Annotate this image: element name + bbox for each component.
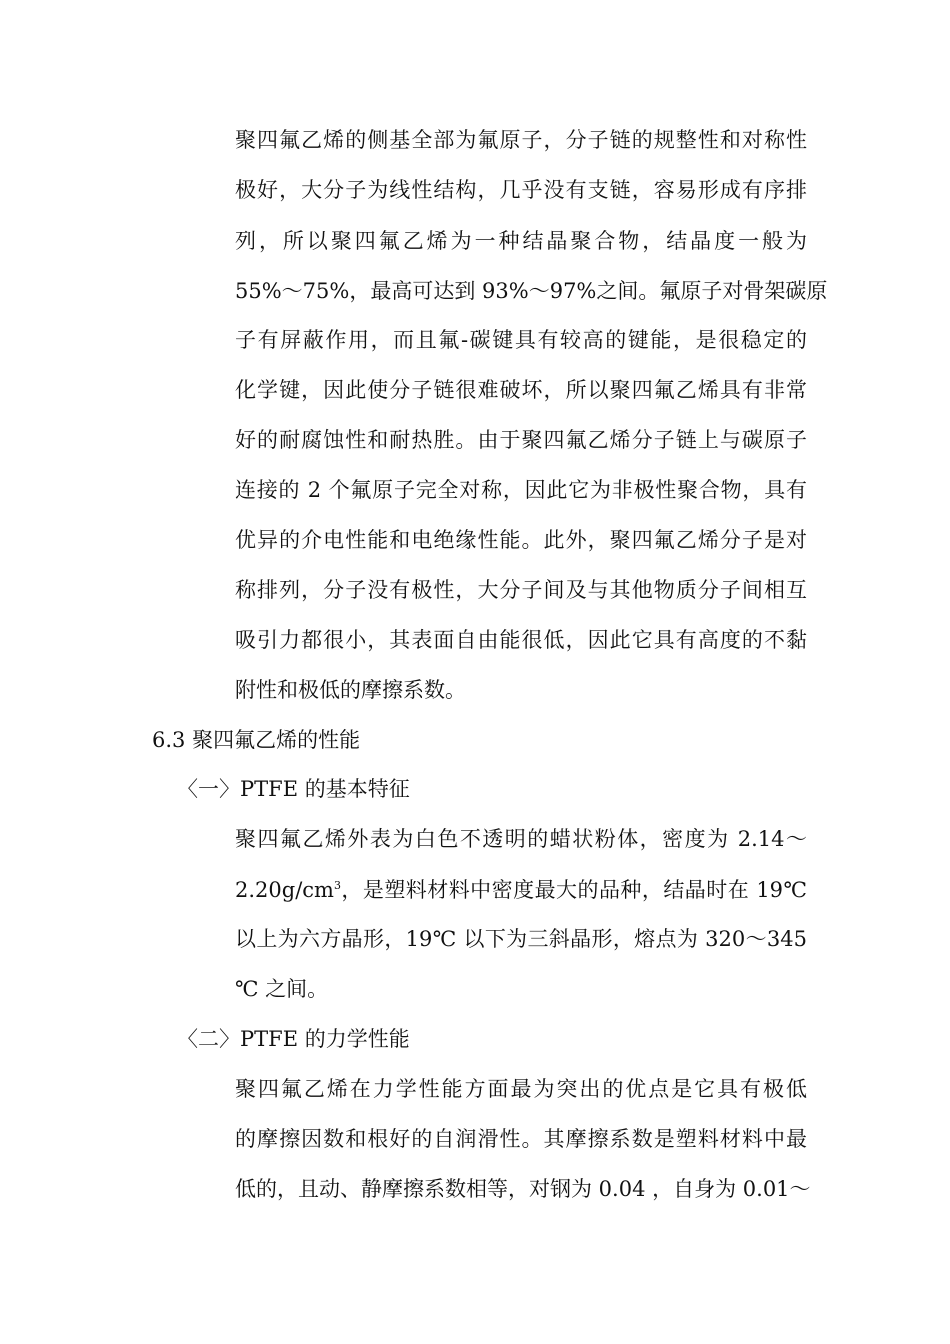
- paragraph-line: 聚四氟乙烯外表为白色不透明的蜡状粉体，密度为 2.14～: [235, 827, 807, 851]
- superscript-exponent: 3: [333, 879, 341, 892]
- paragraph-line: 低的，且动、静摩擦系数相等，对钢为 0.04 ，自身为 0.01～: [235, 1177, 811, 1201]
- paragraph-line: [235, 877, 807, 903]
- paragraph-line: 极好，大分子为线性结构，几乎没有支链，容易形成有序排: [235, 178, 807, 202]
- paragraph-line: 连接的 2 个氟原子完全对称，因此它为非极性聚合物，具有: [235, 478, 807, 502]
- paragraph-line: 称排列，分子没有极性，大分子间及与其他物质分子间相互: [235, 578, 807, 602]
- paragraph-line: 好的耐腐蚀性和耐热胜。由于聚四氟乙烯分子链上与碳原子: [235, 428, 807, 452]
- paragraph-line: 子有屏蔽作用，而且氟-碳键具有较高的键能，是很稳定的: [235, 328, 807, 352]
- subsection-heading: 〈一〉PTFE 的基本特征: [177, 777, 410, 801]
- subsection-heading: 〈二〉PTFE 的力学性能: [177, 1027, 410, 1051]
- paragraph-line: 聚四氟乙烯在力学性能方面最为突出的优点是它具有极低: [235, 1077, 807, 1101]
- paragraph-line: 优异的介电性能和电绝缘性能。此外，聚四氟乙烯分子是对: [235, 528, 807, 552]
- paragraph-line: 聚四氟乙烯的侧基全部为氟原子，分子链的规整性和对称性: [235, 128, 807, 152]
- paragraph-line: 55%～75%，最高可达到 93%～97%之间。氟原子对骨架碳原: [235, 279, 828, 303]
- paragraph-line: 的摩擦因数和根好的自润滑性。其摩擦系数是塑料材料中最: [235, 1127, 807, 1151]
- section-heading: 6.3 聚四氟乙烯的性能: [152, 728, 361, 752]
- paragraph-line: 附性和极低的摩擦系数。: [235, 678, 466, 702]
- paragraph-line: 以上为六方晶形，19℃ 以下为三斜晶形，熔点为 320～345: [235, 927, 807, 951]
- density-value: 2.20g/cm: [235, 878, 334, 902]
- paragraph-text: ，是塑料材料中密度最大的品种，结晶时在 19℃: [340, 878, 807, 902]
- paragraph-line: 列，所以聚四氟乙烯为一种结晶聚合物，结晶度一般为: [235, 229, 807, 253]
- paragraph-line: 化学键，因此使分子链很难破坏，所以聚四氟乙烯具有非常: [235, 378, 807, 402]
- paragraph-line: ℃ 之间。: [235, 977, 329, 1001]
- paragraph-line: 吸引力都很小，其表面自由能很低，因此它具有高度的不黏: [235, 628, 807, 652]
